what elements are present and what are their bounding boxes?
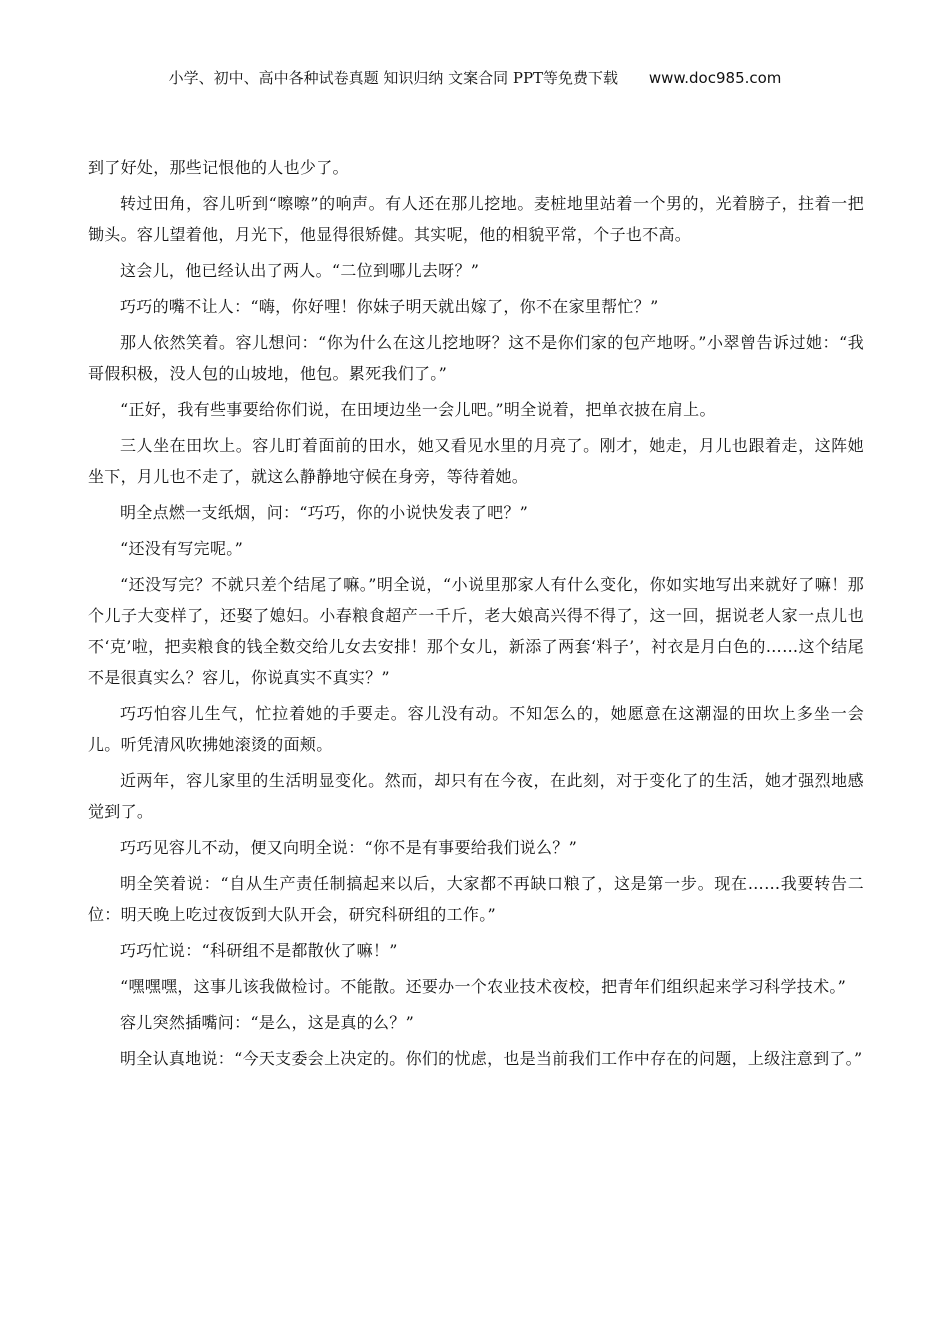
paragraph: “还没写完？不就只差个结尾了嘛。”明全说，“小说里那家人有什么变化，你如实地写出来就好了嘛！那个儿子大变样了，还娶了媳妇。小春粮食超产一千斤，老大娘高兴得不得了，这一回，据说老人家一点儿也不‘克’啦，把卖粮食的钱全数交给儿女去安排！那个女儿，新添了两套‘料子’，衬衣是月白色的……这个结尾不是很真实么？容儿，你说真实不真实？” [88,575,864,687]
paragraph: 巧巧见容儿不动，便又向明全说：“你不是有事要给我们说么？” [120,838,578,857]
paragraph: 转过田角，容儿听到“嚓嚓”的响声。有人还在那儿挖地。麦桩地里站着一个男的，光着膀子，拄着一把锄头。容儿望着他，月光下，他显得很矫健。其实呢，他的相貌平常，个子也不高。 [88,194,864,244]
paragraph: 巧巧忙说：“科研组不是都散伙了嘛！” [120,941,398,960]
paragraph: 明全笑着说：“自从生产责任制搞起来以后，大家都不再缺口粮了，这是第一步。现在……我要转告二位：明天晚上吃过夜饭到大队开会，研究科研组的工作。” [88,874,864,924]
page-header [0,66,950,90]
paragraph: 三人坐在田坎上。容儿盯着面前的田水，她又看见水里的月亮了。刚才，她走，月儿也跟着走，这阵她坐下，月儿也不走了，就这么静静地守候在身旁，等待着她。 [88,436,864,486]
paragraph: 巧巧怕容儿生气，忙拉着她的手要走。容儿没有动。不知怎么的，她愿意在这潮湿的田坎上多坐一会儿。听凭清风吹拂她滚烫的面颊。 [88,704,864,754]
paragraph: 巧巧的嘴不让人：“嗨，你好哩！你妹子明天就出嫁了，你不在家里帮忙？” [120,297,659,316]
paragraph-continued: 到了好处，那些记恨他的人也少了。 [88,158,349,177]
article-body [88,152,864,1079]
header-site-link[interactable]: www.doc985.com [648,69,782,87]
paragraph: 明全点燃一支纸烟，问：“巧巧，你的小说快发表了吧？” [120,503,529,522]
header-text: 小学、初中、高中各种试卷真题 知识归纳 文案合同 PPT等免费下载 [168,69,619,87]
paragraph: 那人依然笑着。容儿想问：“你为什么在这儿挖地呀？这不是你们家的包产地呀。”小翠曾告诉过她：“我哥假积极，没人包的山坡地，他包。累死我们了。” [88,333,864,383]
paragraph: 明全认真地说：“今天支委会上决定的。你们的忧虑，也是当前我们工作中存在的问题，上级注意到了。” [120,1049,863,1068]
paragraph: 容儿突然插嘴问：“是么，这是真的么？” [120,1013,415,1032]
paragraph: 这会儿，他已经认出了两人。“二位到哪儿去呀？” [120,261,480,280]
paragraph: “还没有写完呢。” [120,539,244,558]
paragraph: “嘿嘿嘿，这事儿该我做检讨。不能散。还要办一个农业技术夜校，把青年们组织起来学习科学技术。” [120,977,847,996]
paragraph: 近两年，容儿家里的生活明显变化。然而，却只有在今夜，在此刻，对于变化了的生活，她才强烈地感觉到了。 [88,771,864,821]
paragraph: “正好，我有些事要给你们说，在田埂边坐一会儿吧。”明全说着，把单衣披在肩上。 [120,400,716,419]
